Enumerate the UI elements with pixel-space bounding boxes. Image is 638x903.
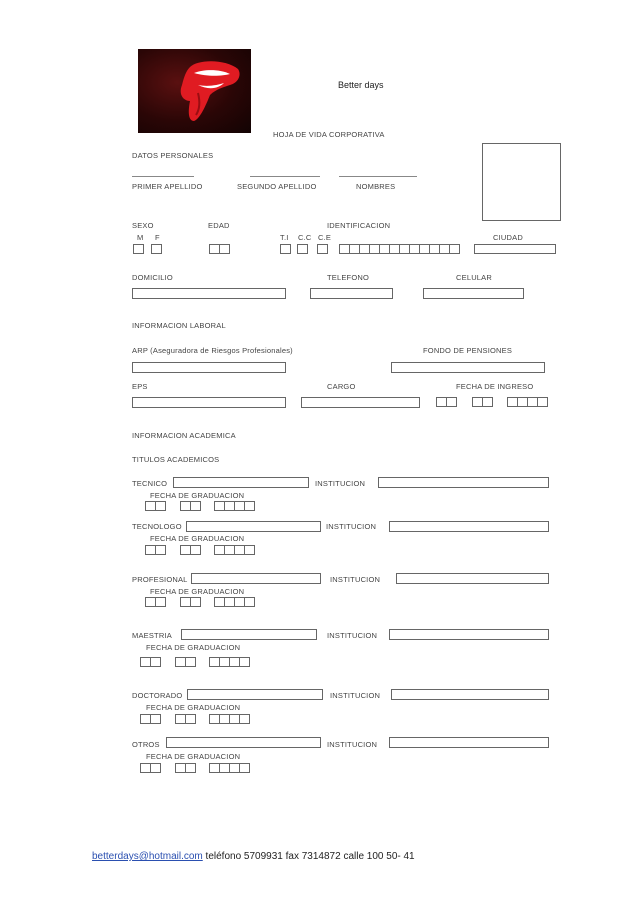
maestria-fecha-year[interactable] (209, 657, 249, 667)
tongue-logo-icon (138, 49, 251, 133)
otros-fecha-month[interactable] (175, 763, 195, 773)
fecha-ingreso-month[interactable] (472, 397, 492, 407)
eps-label: EPS (132, 382, 148, 391)
tecnologo-fecha-day[interactable] (145, 545, 165, 555)
domicilio-label: DOMICILIO (132, 273, 173, 282)
tecnico-fecha-month[interactable] (180, 501, 200, 511)
profesional-fecha-day[interactable] (145, 597, 165, 607)
tecnico-institucion-label: INSTITUCION (315, 479, 366, 488)
photo-box[interactable] (482, 143, 561, 221)
f-label: F (155, 233, 160, 242)
cargo-label: CARGO (327, 382, 356, 391)
tecnologo-field[interactable] (186, 521, 321, 532)
otros-institucion-field[interactable] (389, 737, 549, 748)
doctorado-fecha-label: FECHA DE GRADUACION (146, 703, 241, 712)
identificacion-label: IDENTIFICACION (327, 221, 391, 230)
maestria-fecha-day[interactable] (140, 657, 160, 667)
otros-label: OTROS (132, 740, 160, 749)
tecnico-institucion-field[interactable] (378, 477, 549, 488)
profesional-label: PROFESIONAL (132, 575, 188, 584)
profesional-field[interactable] (191, 573, 321, 584)
section-datos-personales: DATOS PERSONALES (132, 151, 214, 160)
footer-contact: teléfono 5709931 fax 7314872 calle 100 50- 41 (202, 851, 415, 862)
brand-title: Better days (338, 80, 384, 90)
tecnologo-institucion-field[interactable] (389, 521, 549, 532)
maestria-label: MAESTRIA (132, 631, 172, 640)
maestria-institucion-field[interactable] (389, 629, 549, 640)
m-label: M (137, 233, 144, 242)
nombres-line[interactable] (339, 176, 417, 177)
tecnico-fecha-label: FECHA DE GRADUACION (150, 491, 245, 500)
maestria-institucion-label: INSTITUCION (327, 631, 378, 640)
ce-label: C.E (318, 233, 332, 242)
profesional-fecha-year[interactable] (214, 597, 254, 607)
fecha-ingreso-year[interactable] (507, 397, 547, 407)
edad-label: EDAD (208, 221, 230, 230)
ce-checkbox[interactable] (317, 244, 327, 254)
ciudad-label: CIUDAD (493, 233, 523, 242)
section-informacion-academica: INFORMACION ACADEMICA (132, 431, 236, 440)
otros-institucion-label: INSTITUCION (327, 740, 378, 749)
sexo-label: SEXO (132, 221, 154, 230)
footer (92, 851, 415, 862)
maestria-field[interactable] (181, 629, 317, 640)
fecha-ingreso-label: FECHA DE INGRESO (456, 382, 534, 391)
sexo-m-checkbox[interactable] (133, 244, 143, 254)
ti-label: T.I (280, 233, 289, 242)
telefono-label: TELEFONO (327, 273, 370, 282)
form-title: HOJA DE VIDA CORPORATIVA (273, 130, 385, 139)
ciudad-field[interactable] (474, 244, 556, 254)
fondo-pensiones-label: FONDO DE PENSIONES (423, 346, 513, 355)
nombres-label: NOMBRES (356, 182, 396, 191)
tecnologo-institucion-label: INSTITUCION (326, 522, 377, 531)
doctorado-institucion-label: INSTITUCION (330, 691, 381, 700)
profesional-fecha-month[interactable] (180, 597, 200, 607)
otros-fecha-label: FECHA DE GRADUACION (146, 752, 241, 761)
otros-fecha-year[interactable] (209, 763, 249, 773)
otros-fecha-day[interactable] (140, 763, 160, 773)
primer-apellido-line[interactable] (132, 176, 194, 177)
domicilio-field[interactable] (132, 288, 286, 299)
eps-field[interactable] (132, 397, 286, 408)
arp-label: ARP (Aseguradora de Riesgos Profesionales) (132, 346, 293, 355)
tecnico-field[interactable] (173, 477, 309, 488)
segundo-apellido-line[interactable] (250, 176, 320, 177)
tecnico-fecha-year[interactable] (214, 501, 254, 511)
sexo-f-checkbox[interactable] (151, 244, 161, 254)
tecnologo-fecha-year[interactable] (214, 545, 254, 555)
doctorado-institucion-field[interactable] (391, 689, 549, 700)
tecnologo-fecha-month[interactable] (180, 545, 200, 555)
doctorado-fecha-year[interactable] (209, 714, 249, 724)
tecnologo-label: TECNOLOGO (132, 522, 182, 531)
maestria-fecha-month[interactable] (175, 657, 195, 667)
profesional-fecha-label: FECHA DE GRADUACION (150, 587, 245, 596)
section-informacion-laboral: INFORMACION LABORAL (132, 321, 226, 330)
profesional-institucion-field[interactable] (396, 573, 549, 584)
footer-email-link[interactable]: betterdays@hotmail.com (92, 851, 203, 862)
fecha-ingreso-day[interactable] (436, 397, 456, 407)
arp-field[interactable] (132, 362, 286, 373)
tecnico-label: TECNICO (132, 479, 168, 488)
doctorado-field[interactable] (187, 689, 323, 700)
primer-apellido-label: PRIMER APELLIDO (132, 182, 203, 191)
doctorado-fecha-day[interactable] (140, 714, 160, 724)
maestria-fecha-label: FECHA DE GRADUACION (146, 643, 241, 652)
telefono-field[interactable] (310, 288, 393, 299)
cc-checkbox[interactable] (297, 244, 307, 254)
segundo-apellido-label: SEGUNDO APELLIDO (237, 182, 317, 191)
otros-field[interactable] (166, 737, 321, 748)
cc-label: C.C (298, 233, 312, 242)
fondo-pensiones-field[interactable] (391, 362, 545, 373)
edad-field[interactable] (209, 244, 229, 254)
tecnologo-fecha-label: FECHA DE GRADUACION (150, 534, 245, 543)
celular-field[interactable] (423, 288, 524, 299)
profesional-institucion-label: INSTITUCION (330, 575, 381, 584)
ti-checkbox[interactable] (280, 244, 290, 254)
celular-label: CELULAR (456, 273, 492, 282)
identificacion-field[interactable] (339, 244, 459, 254)
tecnico-fecha-day[interactable] (145, 501, 165, 511)
doctorado-label: DOCTORADO (132, 691, 183, 700)
cargo-field[interactable] (301, 397, 420, 408)
titulos-academicos-label: TITULOS ACADEMICOS (132, 455, 220, 464)
doctorado-fecha-month[interactable] (175, 714, 195, 724)
